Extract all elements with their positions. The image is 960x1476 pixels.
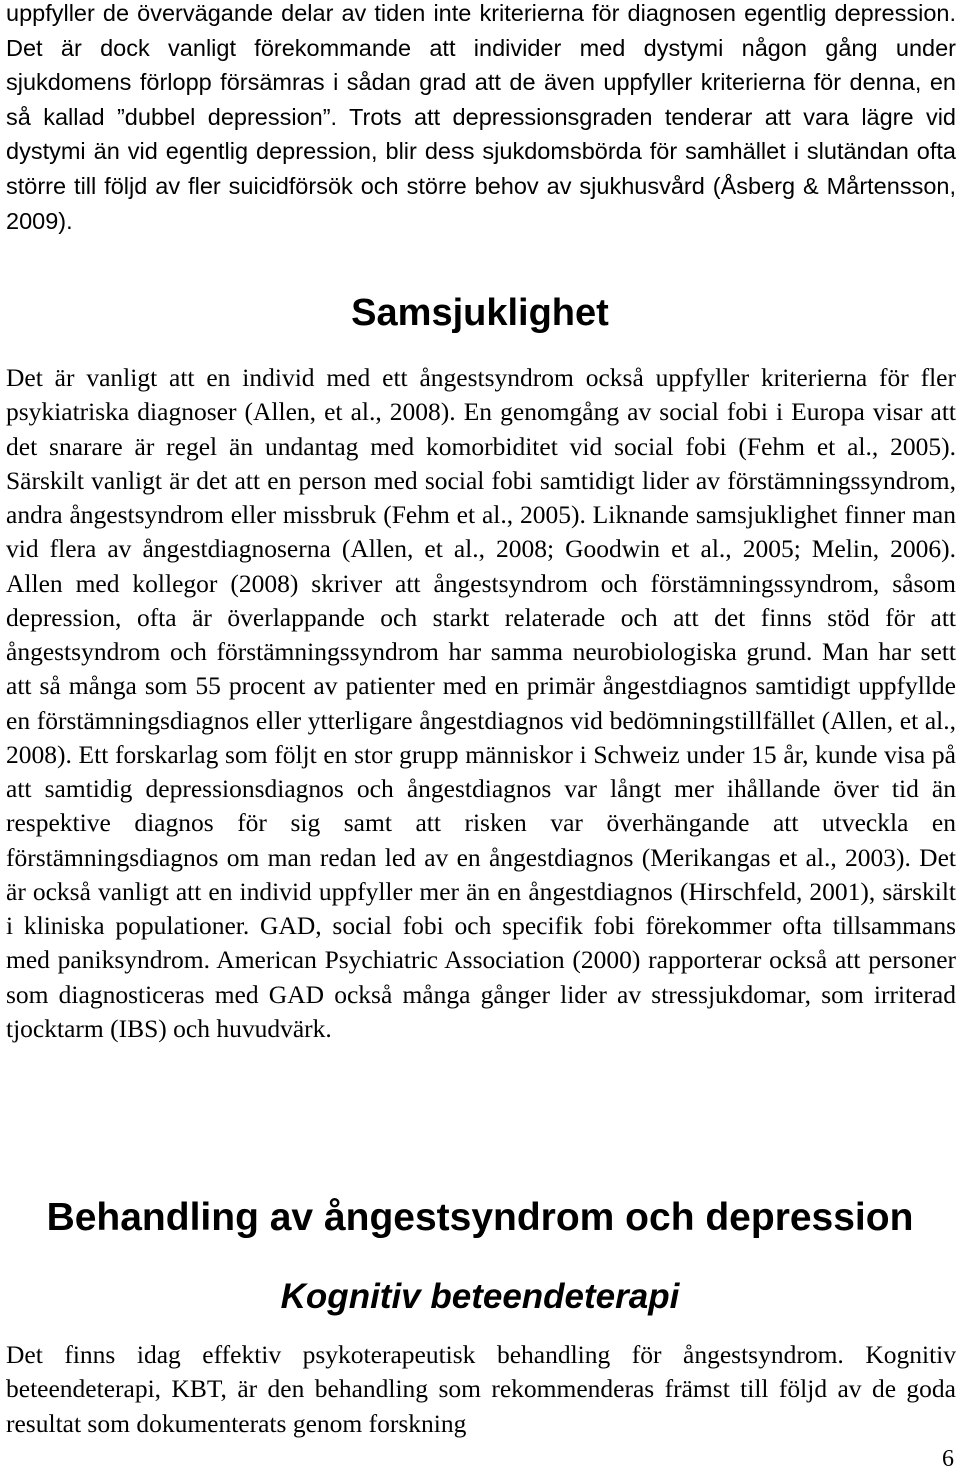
section-heading: Samsjuklighet xyxy=(351,292,609,334)
page-number: 6 xyxy=(942,1446,954,1472)
cbt-paragraph: Det finns idag effektiv psykoterapeutisk behandling för ångestsyndrom. Kognitiv beteendeterapi, KBT, är den behandling som rekommenderas främst till följd av de goda resultat som dokumenterats genom forskning xyxy=(6,1340,956,1438)
intro-paragraph: uppfyller de övervägande delar av tiden inte kriterierna för diagnosen egentlig depression. Det är dock vanligt förekommande att individer med dystymi någon gång under sjukdomens förlopp försämras i sådan grad att de även uppfyller kriterierna för denna, en så kallad ”dubbel depression”. Trots att depressionsgraden tenderar att vara lägre vid dystymi än vid egentlig depression, blir dess sjukdomsbörda för samhället i slutändan ofta större till följd av fler suicidförsök och större behov av sjukhusvård (Åsberg & Mårtensson, 2009). xyxy=(6,0,956,234)
subsection-heading: Kognitiv beteendeterapi xyxy=(280,1277,680,1316)
chapter-heading: Behandling av ångestsyndrom och depression xyxy=(46,1196,914,1239)
comorbidity-paragraph: Det är vanligt att en individ med ett ångestsyndrom också uppfyller kriterierna för fler psykiatriska diagnoser (Allen, et al., 2008). En genomgång av social fobi i Europa visar att det snarare är regel än undantag med komorbiditet vid social fobi (Fehm et al., 2005). Särskilt vanligt är det att en person med social fobi samtidigt lider av förstämningssyndrom, andra ångestsyndrom eller missbruk (Fehm et al., 2005). Liknande samsjuklighet finner man vid flera av ångestdiagnoserna (Allen, et al., 2008; Goodwin et al., 2005; Melin, 2006). Allen med kollegor (2008) skriver att ångestsyndrom och förstämningssyndrom, såsom depression, ofta är överlappande och starkt relaterade och att det finns stöd för att ångestsyndrom och förstämningssyndrom har samma neurobiologiska grund. Man har sett att så många som 55 procent av patienter med en primär ångestdiagnos samtidigt uppfyllde en förstämningsdiagnos eller ytterligare ångestdiagnos vid bedömningstillfället (Allen, et al., 2008). Ett forskarlag som följt en stor grupp människor i Schweiz under 15 år, kunde visa på att samtidig depressionsdiagnos och ångestdiagnos var långt mer ihållande över tid än respektive diagnos för sig samt att risken var överhängande att utveckla en förstämningsdiagnos om man redan led av en ångestdiagnos (Merikangas et al., 2003). Det är också vanligt att en individ uppfyller mer än en ångestdiagnos (Hirschfeld, 2001), särskilt i kliniska populationer. GAD, social fobi och specifik fobi förekommer ofta tillsammans med paniksyndrom. American Psychiatric Association (2000) rapporterar också att personer som diagnosticeras med GAD också många gånger lider av stressjukdomar, som irriterad tjocktarm (IBS) och huvudvärk. xyxy=(6,363,956,1043)
